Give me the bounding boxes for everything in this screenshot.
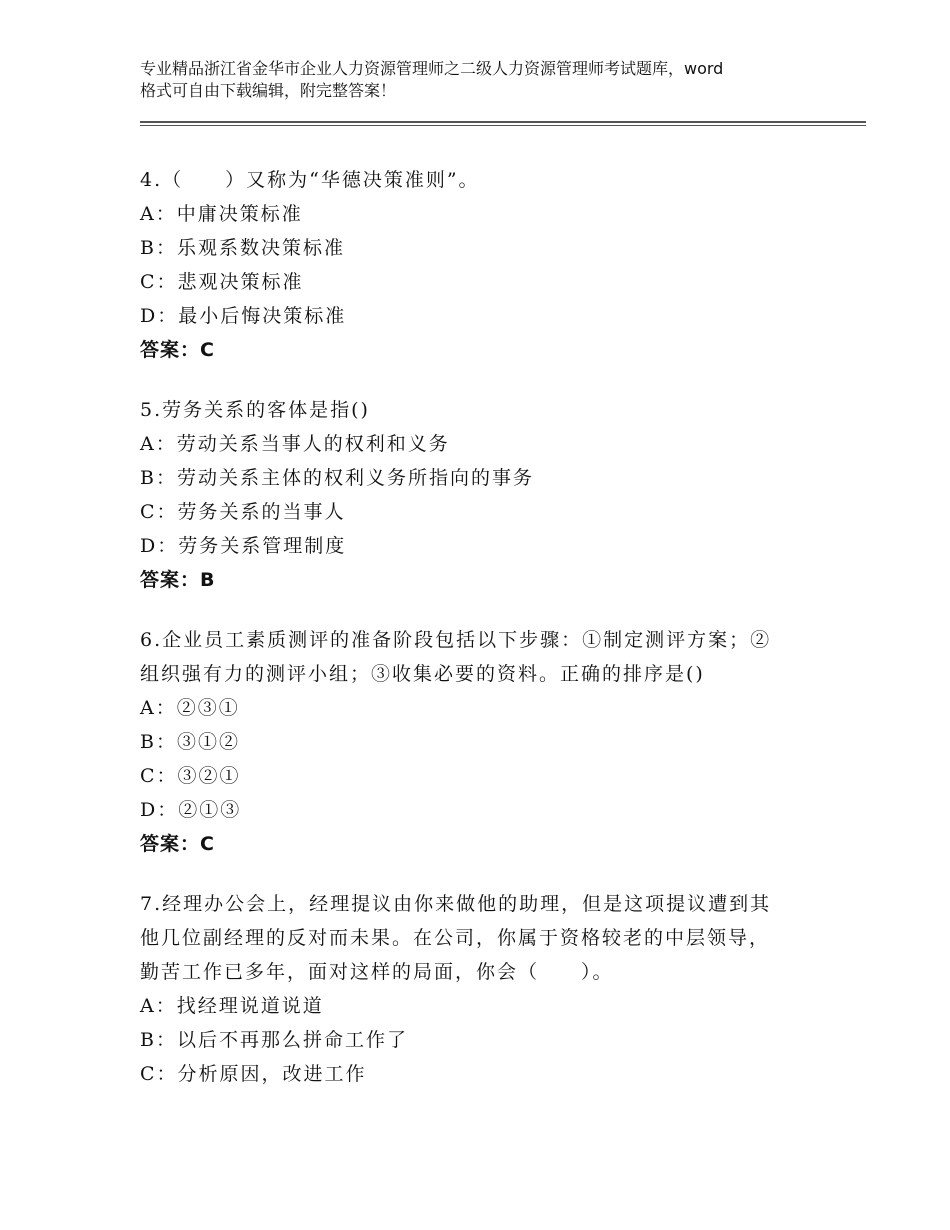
question-6: [140, 623, 810, 861]
option-d: D：②①③: [140, 799, 242, 821]
question-text: 6.企业员工素质测评的准备阶段包括以下步骤：①制定测评方案；②: [140, 629, 772, 651]
question-text: 他几位副经理的反对而未果。在公司，你属于资格较老的中层领导，: [140, 927, 771, 949]
question-5: [140, 393, 810, 597]
option-b: B：乐观系数决策标准: [140, 237, 345, 259]
question-7: [140, 887, 810, 1091]
document-header: [140, 58, 840, 102]
question-list: [140, 163, 810, 1117]
answer: 答案：B: [140, 569, 216, 591]
answer: 答案：C: [140, 833, 215, 855]
question-text: 7.经理办公会上，经理提议由你来做他的助理，但是这项提议遭到其: [140, 893, 772, 915]
question-text: 组织强有力的测评小组；③收集必要的资料。正确的排序是(): [140, 663, 705, 685]
option-b: B：③①②: [140, 731, 240, 753]
option-c: C：分析原因，改进工作: [140, 1063, 367, 1085]
option-c: C：劳务关系的当事人: [140, 501, 346, 523]
answer: 答案：C: [140, 339, 215, 361]
question-text: 5.劳务关系的客体是指(): [140, 399, 370, 421]
option-a: A：中庸决策标准: [140, 203, 303, 225]
question-4: [140, 163, 810, 367]
option-d: D：最小后悔决策标准: [140, 305, 347, 327]
header-rule-thin: [140, 125, 866, 126]
option-b: B：以后不再那么拼命工作了: [140, 1029, 408, 1051]
option-d: D：劳务关系管理制度: [140, 535, 347, 557]
question-text: 4.（ ）又称为“华德决策准则”。: [140, 169, 480, 191]
header-line-2: 格式可自由下载编辑，附完整答案！: [140, 81, 397, 100]
option-a: A：②③①: [140, 697, 240, 719]
option-a: A：找经理说道说道: [140, 995, 324, 1017]
option-c: C：③②①: [140, 765, 241, 787]
option-b: B：劳动关系主体的权利义务所指向的事务: [140, 467, 534, 489]
header-line-1: 专业精品浙江省金华市企业人力资源管理师之二级人力资源管理师考试题库，word: [140, 59, 724, 78]
question-text: 勤苦工作已多年，面对这样的局面，你会（ ）。: [140, 961, 614, 983]
option-c: C：悲观决策标准: [140, 271, 304, 293]
option-a: A：劳动关系当事人的权利和义务: [140, 433, 450, 455]
header-rule-thick: [140, 121, 866, 123]
